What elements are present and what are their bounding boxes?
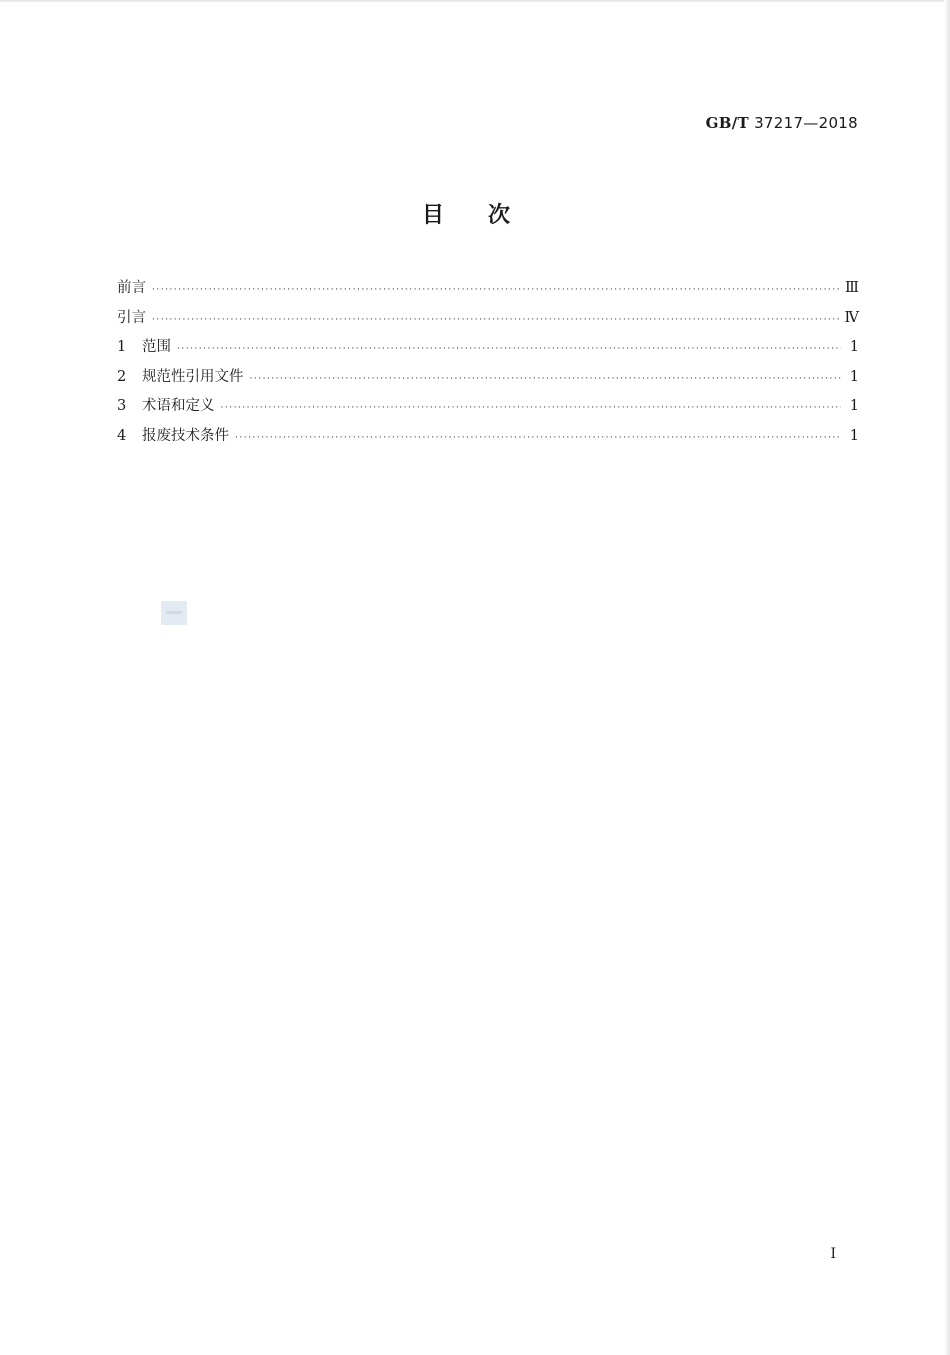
toc-entry-page: 1 — [849, 398, 859, 414]
toc-entry-normative-references[interactable] — [117, 365, 859, 395]
toc-leader-dots — [152, 315, 839, 325]
toc-entry-number: 3 — [117, 398, 127, 414]
toc-entry-page: Ⅳ — [844, 309, 859, 326]
page-top-edge — [0, 0, 950, 3]
toc-leader-dots — [250, 374, 842, 384]
standard-number: 37217—2018 — [754, 114, 858, 132]
toc-entry-label: 前言 — [117, 280, 146, 296]
toc-entry-number: 4 — [117, 427, 127, 444]
toc-leader-dots — [221, 403, 842, 413]
toc-entry-page: 1 — [849, 368, 859, 385]
toc-entry-label: 报废技术条件 — [142, 427, 229, 444]
toc-entry-number: 2 — [117, 368, 127, 385]
toc-entry-label: 规范性引用文件 — [142, 368, 244, 385]
toc-entry-page: 1 — [849, 427, 859, 444]
toc-leader-dots — [177, 344, 841, 354]
toc-entry-number: 1 — [117, 339, 127, 355]
page-number: I — [830, 1246, 836, 1262]
toc-entry-label: 术语和定义 — [142, 398, 215, 414]
toc-entry-page: 1 — [849, 339, 859, 355]
toc-entry-scrapping-conditions[interactable] — [117, 424, 859, 454]
toc-entry-terms-definitions[interactable] — [117, 394, 859, 424]
page-title: 目次 — [421, 203, 554, 228]
toc-entry-label: 引言 — [117, 309, 146, 326]
table-of-contents — [117, 276, 859, 453]
toc-leader-dots — [235, 433, 841, 443]
standard-code — [706, 114, 858, 132]
toc-leader-dots — [152, 285, 839, 295]
standard-prefix: GB/T — [705, 114, 750, 132]
toc-entry-scope[interactable] — [117, 335, 859, 365]
toc-entry-label: 范围 — [142, 339, 171, 355]
watermark-logo — [161, 601, 187, 625]
toc-entry-foreword[interactable] — [117, 276, 859, 306]
toc-entry-page: Ⅲ — [845, 280, 859, 296]
toc-entry-introduction[interactable] — [117, 306, 859, 336]
